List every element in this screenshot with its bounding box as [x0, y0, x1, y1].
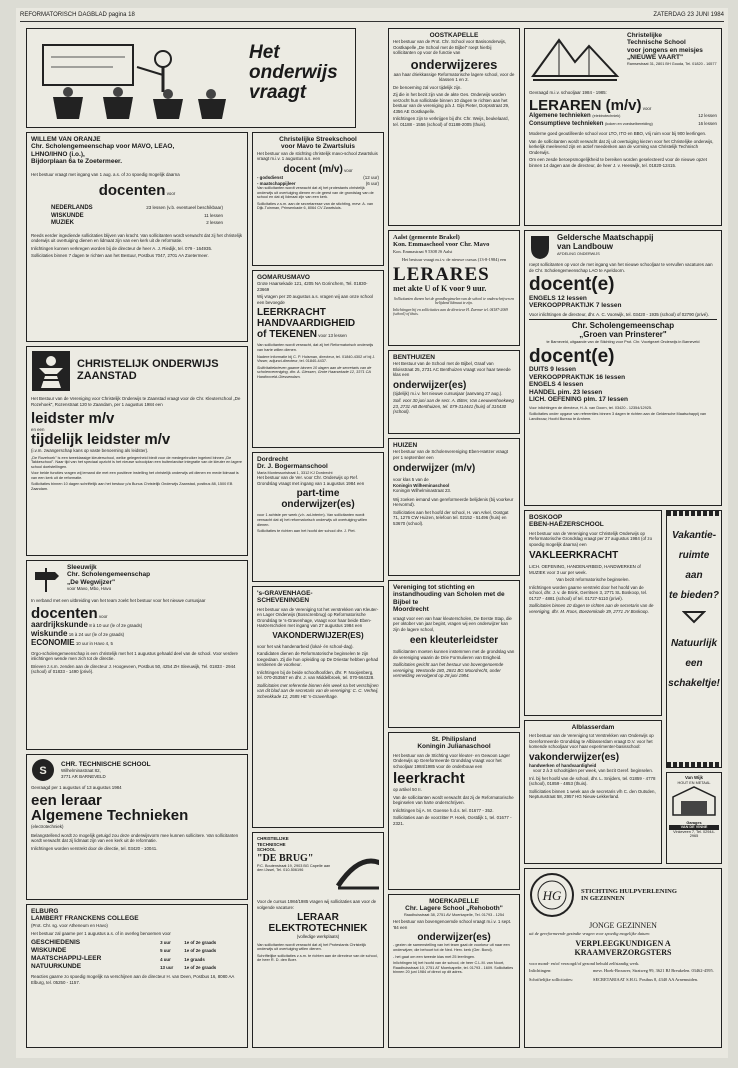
- oranje-row-hours: 23 lessen (v.b. eventueel beschikbaar): [146, 205, 223, 211]
- ad-nieuwe-vaart: [524, 28, 722, 226]
- elburg-hours: 4 uur: [160, 956, 171, 962]
- gouda-subject: Algemene technieken: [529, 113, 591, 120]
- elburg-subject: MAATSCHAPPIJ-LEER: [31, 955, 102, 963]
- streekschool-body: Van sollicitanten wordt verwacht dat zij het protestants christelijk onderwijs uit overtuiging dienen en de geest van de grondslag van de school en dat zij lidmaat zijn van een kerk.: [257, 186, 374, 200]
- alblasserdam-sub2: voor 2 à 3 schooltijden per week, van bezit Geref. beginselen.: [532, 768, 654, 774]
- moerkapelle-intro: Het bestuur van bovengenoemde school vraagt m.i.v. 1 sept. '84 een: [393, 919, 512, 930]
- arrow-down-icon: [682, 610, 706, 624]
- vanwijk-sub2: Garages: [686, 820, 702, 825]
- ad-benthuizen: [388, 350, 520, 434]
- wegwijzer-intro: In verband met een uitbreiding van het team zoekt het bestuur voor het nieuwe cursusjaar: [31, 598, 206, 603]
- benthuizen-body: Soll. voor 30 juni aan de secr. A. Bitter, Van Leeuwenhoekweg 23, 2731 AB Benthuizen, tel. 079-314441 (huis) of 315430 (school).: [393, 398, 514, 415]
- elburg-grade: 1e of 2e graads: [184, 940, 217, 946]
- ad-chr-technische-school: [26, 754, 248, 900]
- ad-vakantieruimte: [666, 510, 722, 768]
- ad-stichting-hulpverlening: [524, 868, 722, 1048]
- oostkapelle-body2: Zij die in het bezit zijn van de akte Ges. Onderwijs worden verzocht hun sollicitatie binnen 10 dagen te richten aan het bestuur van de vereniging p/a J. Gijs Pieter, Dorpsstraat 29, 4356 AE Oostkapelle.: [393, 92, 510, 114]
- gomarus-hours: voor 13 lessen: [318, 333, 347, 339]
- gouda-body2: Van de sollicitanten wordt verwacht dat zij uit overtuiging kiezen voor het Christelijke onderwijs, kerkelijk meelevend zijn en actief meedenken aan de vorming van Christelijk Technisch Onderwijs.: [529, 138, 714, 155]
- cts-logo-icon: [31, 758, 55, 782]
- zaanstad-job2: tijdelijk leidster m/v: [31, 431, 171, 449]
- philipsland-intro: Het bestuur van de Stichting voor kleuter- en Gewoon Lager Onderwijs op Gereformeerde Grondslag vraagt voor het schooljaar 1984/1985 voor de onderbouw een: [393, 752, 510, 769]
- table-row: [31, 947, 243, 955]
- alblasserdam-body: Inl. bij het hoofd van de school, dhr. L. Snijders, tel. 01859 - 4778 (school), 01859 - 4853 (thuis).: [529, 775, 656, 787]
- zaanstad-footer: Sollicitaties binnen 10 dagen schriftelijk aan het bestuur p/a Bunus Christelijk Onderwijs Zaanstad, postbus 88, 1500 EB Zaandam.: [31, 482, 233, 491]
- wegwijzer-body: Orgo-scholengemeenschap is een christelijk met het 1 augustus gehaald deel van de school. Voor verdere inlichtingen wende men zich tot de directie.: [31, 650, 238, 662]
- dordrecht-footer: Sollicitaties te richten aan het hoofd der school dhr. J. Piet.: [257, 529, 356, 534]
- oranje-body: Reeds eerder ingediende sollicitaties blijven van kracht. Van sollicitanten wordt verwacht dat zij het christelijk onderwijs uit overtuiging dienen en lidmaat zijn van een kerk uit de reformatie.: [31, 232, 243, 244]
- huizen-sub3: Koningin Wilhelminastraat 23.: [393, 488, 452, 494]
- geldersche-subject: DUITS 9 lessen: [529, 366, 576, 374]
- alblasserdam-intro: Het bestuur van de Vereniging tot Verstrekken van Onderwijs op Gereformeerde Grondslag te Alblasserdam vraagt D.V. voor het komende schooljaar voor haar experimenter-basisschool:: [529, 733, 654, 750]
- bridge-icon: [336, 836, 379, 896]
- moerkapelle-name2: Chr. Lagere School „Rehoboth": [405, 905, 503, 913]
- debrug-job1: LERAAR: [297, 912, 339, 923]
- moerkapelle-job: onderwijzer(es): [417, 932, 491, 944]
- boskoop-sub: LICH. OEFENING, HANDENARBEID, HANDWERKEN of MUZIEK voor 3 uur per week.: [529, 564, 641, 575]
- newspaper-page: [16, 8, 728, 1058]
- gravenhage-name2: SCHEVENINGEN: [257, 597, 310, 605]
- geldersche-subject: VERKOOPPRAKTIJK 16 lessen: [529, 373, 626, 381]
- elburg-subject: GESCHIEDENIS: [31, 938, 81, 946]
- aalst-body: Sollicitanten dienen het de grondbeginselen van de school te onderschrijven en belijdend lidmaat te zijn.: [393, 296, 515, 306]
- ad-geldersche-maatschappij: [524, 230, 722, 506]
- wegwijzer-subject: aardrijkskunde: [31, 620, 88, 630]
- ad-lambert-franckens-college: [26, 904, 248, 1048]
- gravenhage-footer: Sollicitaties met referentie binnen één week na het verschijnen van dit blad aan de secretaris van de vereniging: C. C. Verheij, Schenkkade 12, 2585 HE 's-Gravenhage.: [257, 682, 379, 699]
- debrug-body: Van sollicitanten wordt verwacht dat zij het Protestants Christelijk onderwijs uit overtuiging willen dienen.: [257, 942, 367, 952]
- dordrecht-intro: Het bestuur van de Ver. voor Chr. Onderwijs op Ref. Grondslag vraagt met ingang van 1 augustus 1984 een: [257, 475, 365, 486]
- wegwijzer-subject-note: 16 à 24 uur (le of 2e graads): [68, 632, 125, 638]
- moordrecht-name2: Moordrecht: [393, 606, 429, 614]
- philipsland-footer: Sollicitaties aan de voorzitter P. Hoek, Oostdijk 1, tel. 01677 - 2321.: [393, 815, 512, 826]
- elburg-grade: 1e of 2e graads: [184, 948, 217, 954]
- moordrecht-name1: Vereniging tot stichting en instandhouding van Scholen met de Bijbel te: [393, 584, 505, 606]
- alblasserdam-sub: handwerken of handvaardigheid: [529, 762, 597, 768]
- geldersche-subject: ENGELS 12 lessen: [529, 294, 587, 302]
- gouda-subject: Consumptieve technieken: [529, 120, 604, 127]
- streekschool-name1: Christelijke Streekschool: [279, 136, 357, 143]
- dordrecht-name1: Dordrecht: [257, 456, 289, 463]
- gouda-hours: 12 lessen: [698, 113, 717, 119]
- gouda-name2: Technische School: [627, 39, 686, 47]
- ad-oostkapelle: [388, 28, 520, 226]
- wegwijzer-footer: Brieven z.s.m. zenden aan de directeur J. Hoogeveen, Postbus 50, 4254 ZH Sleeuwijk, Tel. 01833 - 2944 (school) of 01833 - 1490 (privé).: [31, 663, 236, 675]
- debrug-job2: ELEKTROTECHNIEK: [268, 923, 368, 934]
- elburg-subject: WISKUNDE: [31, 947, 67, 955]
- gouda-subject-note: (koken en voedselbereiding): [605, 121, 653, 126]
- ad-boskoop-eben-haezerschool: [524, 510, 662, 716]
- ad-christelijke-streekschool: [252, 132, 384, 266]
- gouda-job: LERAREN (m/v): [529, 96, 642, 114]
- philipsland-body: Van de sollicitanten wordt verwacht dat zij de Reformatorische beginselen van harte onderschrijven.: [393, 794, 514, 806]
- elburg-grade: 1e of 2e graads: [184, 964, 217, 970]
- boskoop-footer: Sollicitaties binnen 10 dagen te richten aan de secretaris van de vereniging, dhr. M. Roos, Boezemkade 39, 2771 JV Boskoop.: [529, 603, 654, 614]
- hulp-job1: VERPLEEGKUNDIGEN A: [575, 939, 671, 949]
- elburg-intro: Het bestuur zal gaarne per 1 augustus a.s. of in overleg benoemen voor: [31, 931, 171, 937]
- aalst-intro: Het bestuur vraagt m.i.v. de nieuwe cursus (13-8-1984) een: [401, 257, 507, 263]
- elburg-hours: 13 uur: [160, 964, 174, 970]
- streekschool-intro: Het bestuur van de stichting christelijk mavo-school Zwartsluis vraagt m.i.v. 1 augustus a.s. een: [257, 150, 378, 162]
- boskoop-body: Van bezit reformatorische beginselen.: [556, 577, 630, 583]
- zaanstad-intro: Het Bestuur van de Vereniging voor Christelijk Onderwijs te Zaanstad vraagt voor de Chr. Kleuterschool „De Rozehoek", Rozenstraat 120 te Zaandam, per 1 augustus 1984 een: [31, 396, 241, 407]
- ad-huizen: [388, 438, 520, 576]
- elburg-sub: (Prot. Chr. sg. voor Atheneum en Havo): [31, 922, 108, 928]
- wegwijzer-subject-note: 10 uur in Havo 4, 5: [75, 640, 113, 646]
- oranje-row-subject: MUZIEK: [51, 220, 74, 227]
- gravenhage-body2: Inlichtingen bij de beide schoolhoofden, dhr. P. Nooijenberg, tel. 070-253567 en dhr. J. van Middelbroek, tel. 070-564328.: [257, 669, 375, 681]
- benthuizen-job: onderwijzer(es): [393, 379, 467, 391]
- gomarus-addr: Grote Haarsekade 121, 4205 NA Gorinchem, Tel. 01830-23669: [257, 281, 368, 292]
- geldersche-name1: Geldersche Maatschappij: [557, 233, 654, 242]
- cts-job: Algemene Technieken: [31, 807, 189, 825]
- ad-bogermanschool: [252, 452, 384, 582]
- zaanstad-job1: leidster m/v: [31, 410, 115, 427]
- aalst-sub: met akte U of K voor 9 uur.: [393, 283, 487, 293]
- aalst-footer: Inlichtingen bij en sollicitaties aan de directeur H. Zwemer tel. 04187-2069 (school) of thuis.: [393, 307, 509, 317]
- elburg-name2: LAMBERT FRANCKENS COLLEGE: [31, 915, 139, 923]
- wegwijzer-subject-note: 8 à 10 uur (le of 2e graads): [89, 623, 143, 629]
- geldersche-job1: docent(e): [529, 274, 615, 295]
- ad-willem-van-oranje: [26, 132, 248, 342]
- streekschool-subject: - maatschappijleer: [257, 180, 296, 186]
- gomarus-body2: Nadere informatie bij C. P. Huisman, directeur, tel. 01840-4302 of bij J. Visser, adjunct-directeur, tel. 01840-4437.: [257, 354, 376, 364]
- oostkapelle-name: OOSTKAPELLE: [429, 32, 479, 39]
- boskoop-name1: BOSKOOP: [529, 514, 563, 521]
- title-ad: [26, 28, 356, 128]
- dordrecht-job2: onderwijzer(es): [281, 499, 355, 511]
- table-row: [31, 939, 243, 947]
- nieuwe-vaart-logo-icon: [529, 32, 621, 84]
- benthuizen-name: BENTHUIZEN: [393, 354, 435, 361]
- hulp-sol-label: Schriftelijke sollicitaties:: [529, 976, 574, 982]
- ad-moordrecht: [388, 580, 520, 728]
- cts-addr2: 3771 AR BARNEVELD: [61, 773, 106, 779]
- moordrecht-job: een kleuterleidster: [409, 635, 499, 647]
- gravenhage-job: VAKONDERWIJZER(ES): [272, 630, 364, 640]
- huizen-sub2: Koningin Wilheminaschool: [393, 482, 450, 488]
- boskoop-name2: EBEN-HAËZERSCHOOL: [529, 521, 604, 529]
- zaanstad-enen: en een: [31, 426, 45, 432]
- zaanstad-logo-icon: [31, 350, 71, 392]
- oostkapelle-footer: Inlichtingen zijn te verkrijgen bij dhr. Chr. Weijs, beukelaard, tel. 01188 - 1556 (school) of 01188-2005 (thuis).: [393, 116, 509, 127]
- shg-seal-icon: [529, 872, 575, 918]
- streekschool-subject: - godsdienst: [257, 174, 284, 180]
- streekschool-footer: Sollicitaties z.s.m. aan de secretaresse van de stichting, mevr. A. van Dijk-Tuinman, Prinsenkade 6, 8064 CV Zwartsluis.: [257, 201, 374, 211]
- ad-van-wijk-garages: [666, 772, 722, 864]
- gravenhage-intro: Het bestuur van de Vereniging tot het verstrekken van Kleuter- en Lager Onderwijs (Bosscrenbrug) op Reformatorische Grondslag te 's-Gravenhage, vraagt voor haar beide Eben-Haëzerscholen met ingang van 27 augustus 1984 een: [257, 606, 379, 629]
- debrug-sub: (volledige werkplaats): [296, 934, 340, 939]
- wegwijzer-name1: Sleeuwijk: [67, 564, 97, 571]
- hulp-sol: SECRETARIAAT S.H.G. Postbus 8, 4340 AA Arnemuiden.: [593, 976, 699, 982]
- oostkapelle-sub: aan haar driekkassige Reformatorische lagere school, voor de klassen 1 en 2.: [393, 71, 515, 83]
- ad-kon-emmaschool: [388, 230, 520, 346]
- debrug-intro: Voor de cursus 1984/1985 vragen wij sollicitaties aan voor de volgende vacature:: [257, 899, 377, 910]
- cts-addr1: Wilhelminastraat 82,: [61, 768, 101, 774]
- elburg-footer: Reacties gaarne zo spoedig mogelijk na verschijnen aan de directeur H. van Deen, Postbus 16, 8080 AA Elburg, tel. 05250 - 1157.: [31, 974, 235, 985]
- classroom-illustration-icon: [33, 37, 233, 123]
- elburg-name1: ELBURG: [31, 908, 59, 915]
- ad-christelijk-onderwijs-zaanstad: [26, 346, 248, 556]
- gomarus-job2: HANDVAARDIGHEID: [257, 318, 356, 330]
- table-row: [31, 963, 243, 971]
- vakantie-line: te bieden?: [668, 590, 719, 601]
- vanwijk-foot: VAN DE VINNE: [669, 825, 719, 830]
- hulp-job2: KRAAMVERZORGSTERS: [574, 948, 672, 958]
- gouda-intro: Gevraagd m.i.v. schooljaar 1984 - 1985:: [529, 90, 607, 95]
- vakantie-line: schakeltje!: [668, 678, 720, 689]
- vakantie-line: ruimte: [678, 550, 710, 561]
- oostkapelle-intro: Het bestuur van de Prot. Chr. School voor Basisonderwijs, Oostkapelle „De School met de Bijbel" roept hierbij sollicitanten op voor de functie van: [393, 39, 506, 56]
- geldersche-subject: LICH. OEFENING plm. 17 lessen: [529, 396, 628, 404]
- oranje-row-hours: 11 lessen: [204, 212, 223, 218]
- vanwijk-brand: Van Wijk: [684, 775, 704, 780]
- gomarus-body: Van sollicitanten wordt verwacht, dat zij het Reformatorisch onderwijs van harte willen dienen.: [257, 343, 374, 353]
- wegwijzer-name2: Chr. Scholengemeenschap: [67, 571, 151, 579]
- huizen-body: Wij zoeken iemand van gereformeerde belijdenis (bij voorkeur Hervormd).: [393, 496, 514, 508]
- hulp-info: mevr. Hoek-Brouwer, Stratweg 99, 3621 BJ Breukelen. 03462-4595.: [593, 968, 714, 974]
- geldersche-subject: HANDEL pim. 23 lessen: [529, 388, 603, 396]
- wegwijzer-voor: voor: [98, 613, 108, 619]
- zaanstad-job2-sub: (i.v.m. zwangerschap kans op vaste benoeming als leidster).: [31, 448, 149, 453]
- gravenhage-sub: voor het vak handenarbeid (lokal- én school-dag).: [257, 643, 354, 649]
- alblasserdam-footer: Sollicitaties binnen 1 week aan de secretaris v/h C. den Outsden, Nepturustraat 58, 2957 HG Nieuw-Lekkerland.: [529, 788, 656, 800]
- oranje-row-hours: 2 lessen: [206, 220, 223, 226]
- geldersche-body2: Voor inlichtingen de directeur, H. A. van Doorn, tel. 03420 - 12354/12925.: [529, 405, 653, 410]
- geldersche-school-sub: te Barneveld, uitgaande van de Stichting voor Prot. Chr. Voortgezet Onderwijs in Barneveld: [546, 339, 700, 344]
- oranje-intro: Het bestuur vraagt met ingang van 1 aug. a.s. of zo spoedig mogelijk daarna: [31, 171, 180, 177]
- streekschool-hours: (6 uur): [365, 180, 379, 186]
- vakantie-line: Natuurlijk: [670, 638, 718, 649]
- cts-een: een leraar: [31, 791, 102, 809]
- huizen-intro: Het bestuur van de Scholenvereniging Eben-Haëzer vraagt per 1 september een: [393, 449, 508, 460]
- oostkapelle-body: De benoeming zal voor tijdelijk zijn.: [393, 84, 462, 90]
- zaanstad-body2: Voor beide functies vragen wij iemand die met een positieve instelling het christelijk onderwijs wil dienen en mede lidmaat is van een kerk uit de reformatie.: [31, 471, 239, 480]
- hulp-info-label: Inlichtingen:: [529, 968, 552, 974]
- benthuizen-sub: (tijdelijk) m.i.v. het nieuwe cursusjaar (aanvang 27 aug.).: [393, 390, 503, 396]
- dordrecht-job1: part-time: [296, 488, 340, 500]
- debrug-logo: "DE BRUG": [257, 852, 314, 864]
- geldersche-school2: „Groen van Prinsterer": [579, 330, 667, 340]
- elburg-table: [31, 939, 243, 972]
- streekschool-job: docent (m/v): [283, 163, 343, 175]
- moerkapelle-name1: MOERKAPELLE: [429, 898, 479, 905]
- ad-st-philipsland: [388, 732, 520, 890]
- oranje-name: WILLEM VAN ORANJE: [31, 136, 101, 143]
- geldersche-name2: van Landbouw: [557, 241, 613, 251]
- philipsland-body2: Inlichtingen bij A. M. Goense h.d.s. tel. 01677 - 352.: [393, 807, 494, 813]
- moerkapelle-body: - gezien de samenstelling van het team gaat de voorkeur uit naar een onderwijzer, die behoort tot de Ned. Herv. kerk (Ger. Bond).: [393, 943, 510, 953]
- gomarus-name: GOMARUSMAVO: [257, 274, 310, 281]
- debrug-name3: SCHOOL: [257, 847, 276, 852]
- oranje-row-subject: WISKUNDE: [51, 212, 84, 219]
- cts-footer: Inlichtingen worden verstrekt door de directie, tel. 03420 - 10041.: [31, 845, 158, 851]
- huizen-job: onderwijzer (m/v): [393, 463, 476, 475]
- gouda-addr: Ramsestraat 31, 2801 BH Gouda, Tel. 01820 - 16577: [627, 61, 717, 66]
- wegwijzer-addr: voor Mavo, Mbo, Havo: [67, 586, 112, 592]
- gravenhage-body: Kandidaten dienen de Reformatorische beginselen te zijn toegedaan. Zij die hun opleiding op De Driestar hebben gehad verdienen de voorkeur.: [257, 651, 379, 668]
- geldersche-sub: AFDELING ONDERWIJS: [557, 251, 600, 256]
- boskoop-job: VAKLEERKRACHT: [529, 550, 619, 562]
- moordrecht-body: Sollicitanten moeten kunnen instemmen met de grondslag van de vereniging waarin de Drie Formulieren van Enigheid.: [393, 649, 515, 660]
- hulp-name2: IN GEZINNEN: [581, 895, 625, 902]
- gouda-body: Moderne goed geoutilleerde school voor LTO, ITO en BBO, vrij ruim voor bij 900 leerlingen.: [529, 131, 707, 137]
- vakantie-line: Vakantie-: [671, 530, 717, 541]
- dordrecht-body: voor 1 achtste per week (v.h. ad-interim). Van sollicitanten wordt verwacht dat zij het reformatorisch onderwijs uit overtuiging willen dienen.: [257, 513, 368, 527]
- vakantie-line: aan: [685, 570, 703, 581]
- oostkapelle-job: onderwijzeres: [410, 56, 498, 72]
- ad-de-brug: [252, 832, 384, 1048]
- gouda-name3: voor jongens en meisjes: [627, 46, 703, 54]
- vanwijk-addr: Vinkeveen 7, Tel. 02944-2965: [673, 829, 715, 839]
- huizen-name: HUIZEN: [393, 442, 418, 449]
- zaanstad-name: CHRISTELIJK ONDERWIJS ZAANSTAD: [77, 358, 219, 382]
- oranje-heading: docenten: [98, 182, 166, 200]
- geldersche-job2: docent(e): [529, 345, 615, 367]
- vakantie-line: een: [685, 658, 703, 669]
- gouda-footer: Om een zesde beroepsmogelijkheid te bereiken worden geselecteerd voor de nieuwe opzet binnen 14 dagen aan de directeur, de heer J. v. Heeswijk, tel. 01820-12415.: [529, 157, 707, 168]
- moerkapelle-footer: Inlichtingen bij het hoofd van de school, de heer C.L.M. van Noort, Raadhuisstraat 10, 2751 AT Moerkapelle, tel. 01793 - 1609. Sollicitaties binnen 20 juni 1984 of direct op dit adres.: [393, 961, 514, 975]
- cts-body: Belangstellend wordt zo mogelijk getuigd zou deze onderwijsvorm mee kunnen sollicitere. Van sollicitanten wordt verwacht dat zij lidmaat zijn van een kerk uit de reformatie.: [31, 832, 239, 843]
- gravenhage-name1: 's-GRAVENHAGE-: [257, 590, 313, 597]
- debrug-addr: P.C. Boutenstraat 19, 2903 BG Capelle aan den IJssel, Tel. 010-506196: [257, 863, 331, 873]
- ad-gomarusmavo: [252, 270, 384, 448]
- moerkapelle-addr: Raadhuisstraat 38, 2751 AV Moerkapelle, Tel. 01793 - 1254: [403, 912, 505, 917]
- philipsland-name1: St. Philipsland: [431, 736, 477, 743]
- gouda-name4: „NIEUWE VAART": [627, 54, 684, 62]
- debrug-name2: TECHNISCHE: [257, 841, 286, 847]
- gouda-subject-note: (elektrotechniek): [592, 114, 621, 119]
- ad-gravenhage-scheveningen: [252, 586, 384, 828]
- gomarus-job1: LEERKRACHT: [257, 307, 326, 319]
- gouda-name1: Christelijke: [627, 32, 663, 39]
- hulp-name3: JONGE GEZINNEN: [589, 921, 657, 930]
- moordrecht-footer: Sollicitaties gericht aan het bestuur van bovengenoemde vereniging, Westonde 180, 2841 BG Moordrecht, onder vermelding vervolgend op 28 juni 1984.: [393, 662, 504, 679]
- streekschool-voor: voor: [344, 167, 353, 173]
- ad-moerkapelle: [388, 894, 520, 1048]
- dordrecht-name2: Dr. J. Bogermanschool: [257, 463, 328, 471]
- gomarus-intro: Wij vragen per 20 augustus a.s. vragen wij aan onze school een bevoegde: [257, 294, 373, 305]
- boskoop-intro: Het bestuur van de Vereniging voor Christelijk Onderwijs op Reformatorische Grondslag vraagt per 27 augustus 1984 (of zo spoedig mogelijk daarna) een: [529, 530, 653, 547]
- alblasserdam-name: Alblasserdam: [571, 724, 615, 731]
- gomarus-job3: of TEKENEN: [257, 329, 317, 341]
- moerkapelle-body2: - het gaat om een tweede klas met 25 leerlingen.: [393, 954, 476, 959]
- header-right: ZATERDAG 23 JUNI 1984: [653, 12, 724, 18]
- ad-de-wegwijzer: [26, 560, 248, 750]
- title-line-3: vraagt: [249, 81, 307, 103]
- alblasserdam-job: vakonderwijzer(es): [529, 751, 620, 763]
- aalst-addr: Kon. Emmastraat 9 5308 JS Aalst: [393, 248, 453, 254]
- philipsland-name2: Koningin Julianaschool: [417, 743, 491, 751]
- gouda-voor: voor: [642, 105, 652, 111]
- svg-text:HG: HG: [542, 888, 562, 903]
- oranje-body2: Inlichtingen kunnen verkregen worden bij de directeur de heer A. J. Riedijk, tel. 079 - 164935.: [31, 245, 213, 251]
- vanwijk-sub1: HOUT EN METAAL: [677, 780, 711, 785]
- oranje-sub1: Chr. Scholengemeenschap voor MAVO, LEAO,: [31, 143, 175, 151]
- oranje-row-subject: NEDERLANDS: [51, 205, 93, 212]
- oranje-footer: Sollicitaties binnen 7 dagen te richten aan het Bestuur, Postbus 7047, 2701 AA Zoetermeer.: [31, 253, 209, 259]
- oranje-sub2: LHNO/IHNO (i.o.),: [31, 150, 85, 158]
- wegwijzer-subject: wiskunde: [31, 629, 68, 639]
- streekschool-name2: voor Mavo te Zwartsluis: [280, 143, 356, 151]
- zaanstad-body: „De Rozehoek" is een tweeklassige kleuterschool, welke gelegenheid biedt voor de medegebruiker ingebed binnen „De Takkeschool". Naar tijd van het speciaal opzicht is het nieuwe schoolplan een buitenlandse integratie van de kleuter en lagere school doelstellingen.: [31, 455, 242, 469]
- page-header: [20, 10, 724, 22]
- elburg-grade: 1e graads: [184, 956, 205, 962]
- benthuizen-intro: Het Bestuur van de School met de Bijbel, Graaf van Bloisstraat 25, 2731 AC Benthuizen vraagt voor haar tweede klas een: [393, 361, 511, 378]
- geldersche-subject: VERKOOPPRAKTIJK 7 lessen: [529, 302, 622, 310]
- gelderland-crest-icon: [529, 234, 551, 260]
- hulp-name1: STICHTING HULPVERLENING: [581, 887, 677, 895]
- geldersche-school1: Chr. Scholengemeenschap: [571, 321, 675, 331]
- hulp-intro: uit de gereformeerde gezindte vragen voor spoedig mogelijke datum:: [529, 930, 651, 936]
- gomarus-footer: Sollicitatiebrieven gaarne binnen 10 dagen aan de secretaris van de scholenvereniging, dhr. A. Giessen, Grote Haarsekade 12, 3371 CA Hardinxveld-Giessendam.: [257, 365, 372, 379]
- aalst-name1: Aalst (gemeente Brakel): [393, 234, 460, 241]
- debrug-name1: CHRISTELIJKE: [257, 836, 289, 841]
- cts-intro: Gevraagd per 1 augustus of 13 augustus 1984: [31, 785, 122, 790]
- elburg-hours: 5 uur: [160, 948, 171, 954]
- elburg-subject: NATUURKUNDE: [31, 963, 82, 971]
- wegwijzer-subject: ECONOMIE: [31, 637, 75, 647]
- cts-name: CHR. TECHNISCHE SCHOOL: [61, 760, 151, 768]
- oranje-sub3: Bijdorplaan 6a te Zoetermeer.: [31, 158, 123, 166]
- boskoop-body2: Inlichtingen worden gaarne verstrekt door het hoofd van de school, dhr. J. v. de Brink, Gerritsen 3, 2771 SL Boskoop, tel. 01727 - 4881 (school) of tel. 01727-5110 (privé).: [529, 584, 648, 601]
- table-row: [31, 955, 243, 963]
- dordrecht-addr: Maria Montessoristraat 1, 3312 KJ Dordrecht: [257, 470, 333, 475]
- moordrecht-intro: vraagt voor een van haar kleuterscholen, De Eerste Stap, die per oktober van jaar begint, vragen wij een onderwijzer kan zijn de lagere school,: [393, 615, 512, 632]
- title-line-2: onderwijs: [249, 61, 338, 83]
- streekschool-hours: (12 uur): [363, 174, 379, 180]
- aalst-name2: Kon. Emmaschool voor Chr. Mavo: [393, 241, 490, 249]
- geldersche-body: Voor inlichtingen de directeur, dhr. A. C. Voorwijk, tel. 03420 - 1935 (school) of 02790 (privé).: [529, 311, 709, 317]
- wegwijzer-heading: docenten: [31, 604, 98, 622]
- garage-icon: [669, 785, 719, 819]
- philipsland-sub: op artikel 50 II.: [393, 787, 422, 793]
- wegwijzer-name3: „De Wegwijzer": [67, 578, 116, 586]
- svg-text:S: S: [39, 765, 47, 777]
- title-line-1: Het: [249, 42, 280, 63]
- geldersche-subject: ENGELS 4 lessen: [529, 381, 584, 389]
- ad-alblasserdam: [524, 720, 662, 864]
- gouda-hours: 16 lessen: [698, 120, 717, 126]
- huizen-footer: Sollicitaties aan het hoofd der school, H. van Arkel, Oostgat 71, 1276 CW Huizen, telefoon tel. 02152 - 51496 (huis) en 53670 (school).: [393, 509, 509, 526]
- signpost-icon: [31, 564, 61, 594]
- debrug-footer: Schriftelijke sollicitaties z.s.m. te richten aan de directeur van de school, de heer R. D. den Boer.: [257, 953, 378, 963]
- huizen-sub1: voor klas 5 van de: [393, 477, 429, 483]
- geldersche-intro: roept sollicitanten op voor de met ingang van het nieuwe schooljaar te vervullen vacatures aan de Chr. Scholengemeenschap LAO te Apeldoorn.: [529, 262, 713, 273]
- oranje-voor: voor: [166, 191, 176, 197]
- aalst-job: LERARES: [393, 263, 490, 285]
- cts-sub: (electrotechniek): [31, 824, 64, 829]
- philipsland-job: leerkracht: [393, 770, 465, 788]
- header-left: REFORMATORISCH DAGBLAD pagina 18: [20, 12, 135, 18]
- elburg-hours: 3 uur: [160, 940, 171, 946]
- hulp-voor: voor mond- en/of verzorgd/of gezond behuld zelfstandig werk.: [529, 960, 640, 966]
- geldersche-footer: Sollicitaties onder opgave van referenties binnen 3 dagen te richten aan de Geldersche Maatschappij van Landbouw, Hoofd Bureau te Arnhem.: [529, 412, 707, 421]
